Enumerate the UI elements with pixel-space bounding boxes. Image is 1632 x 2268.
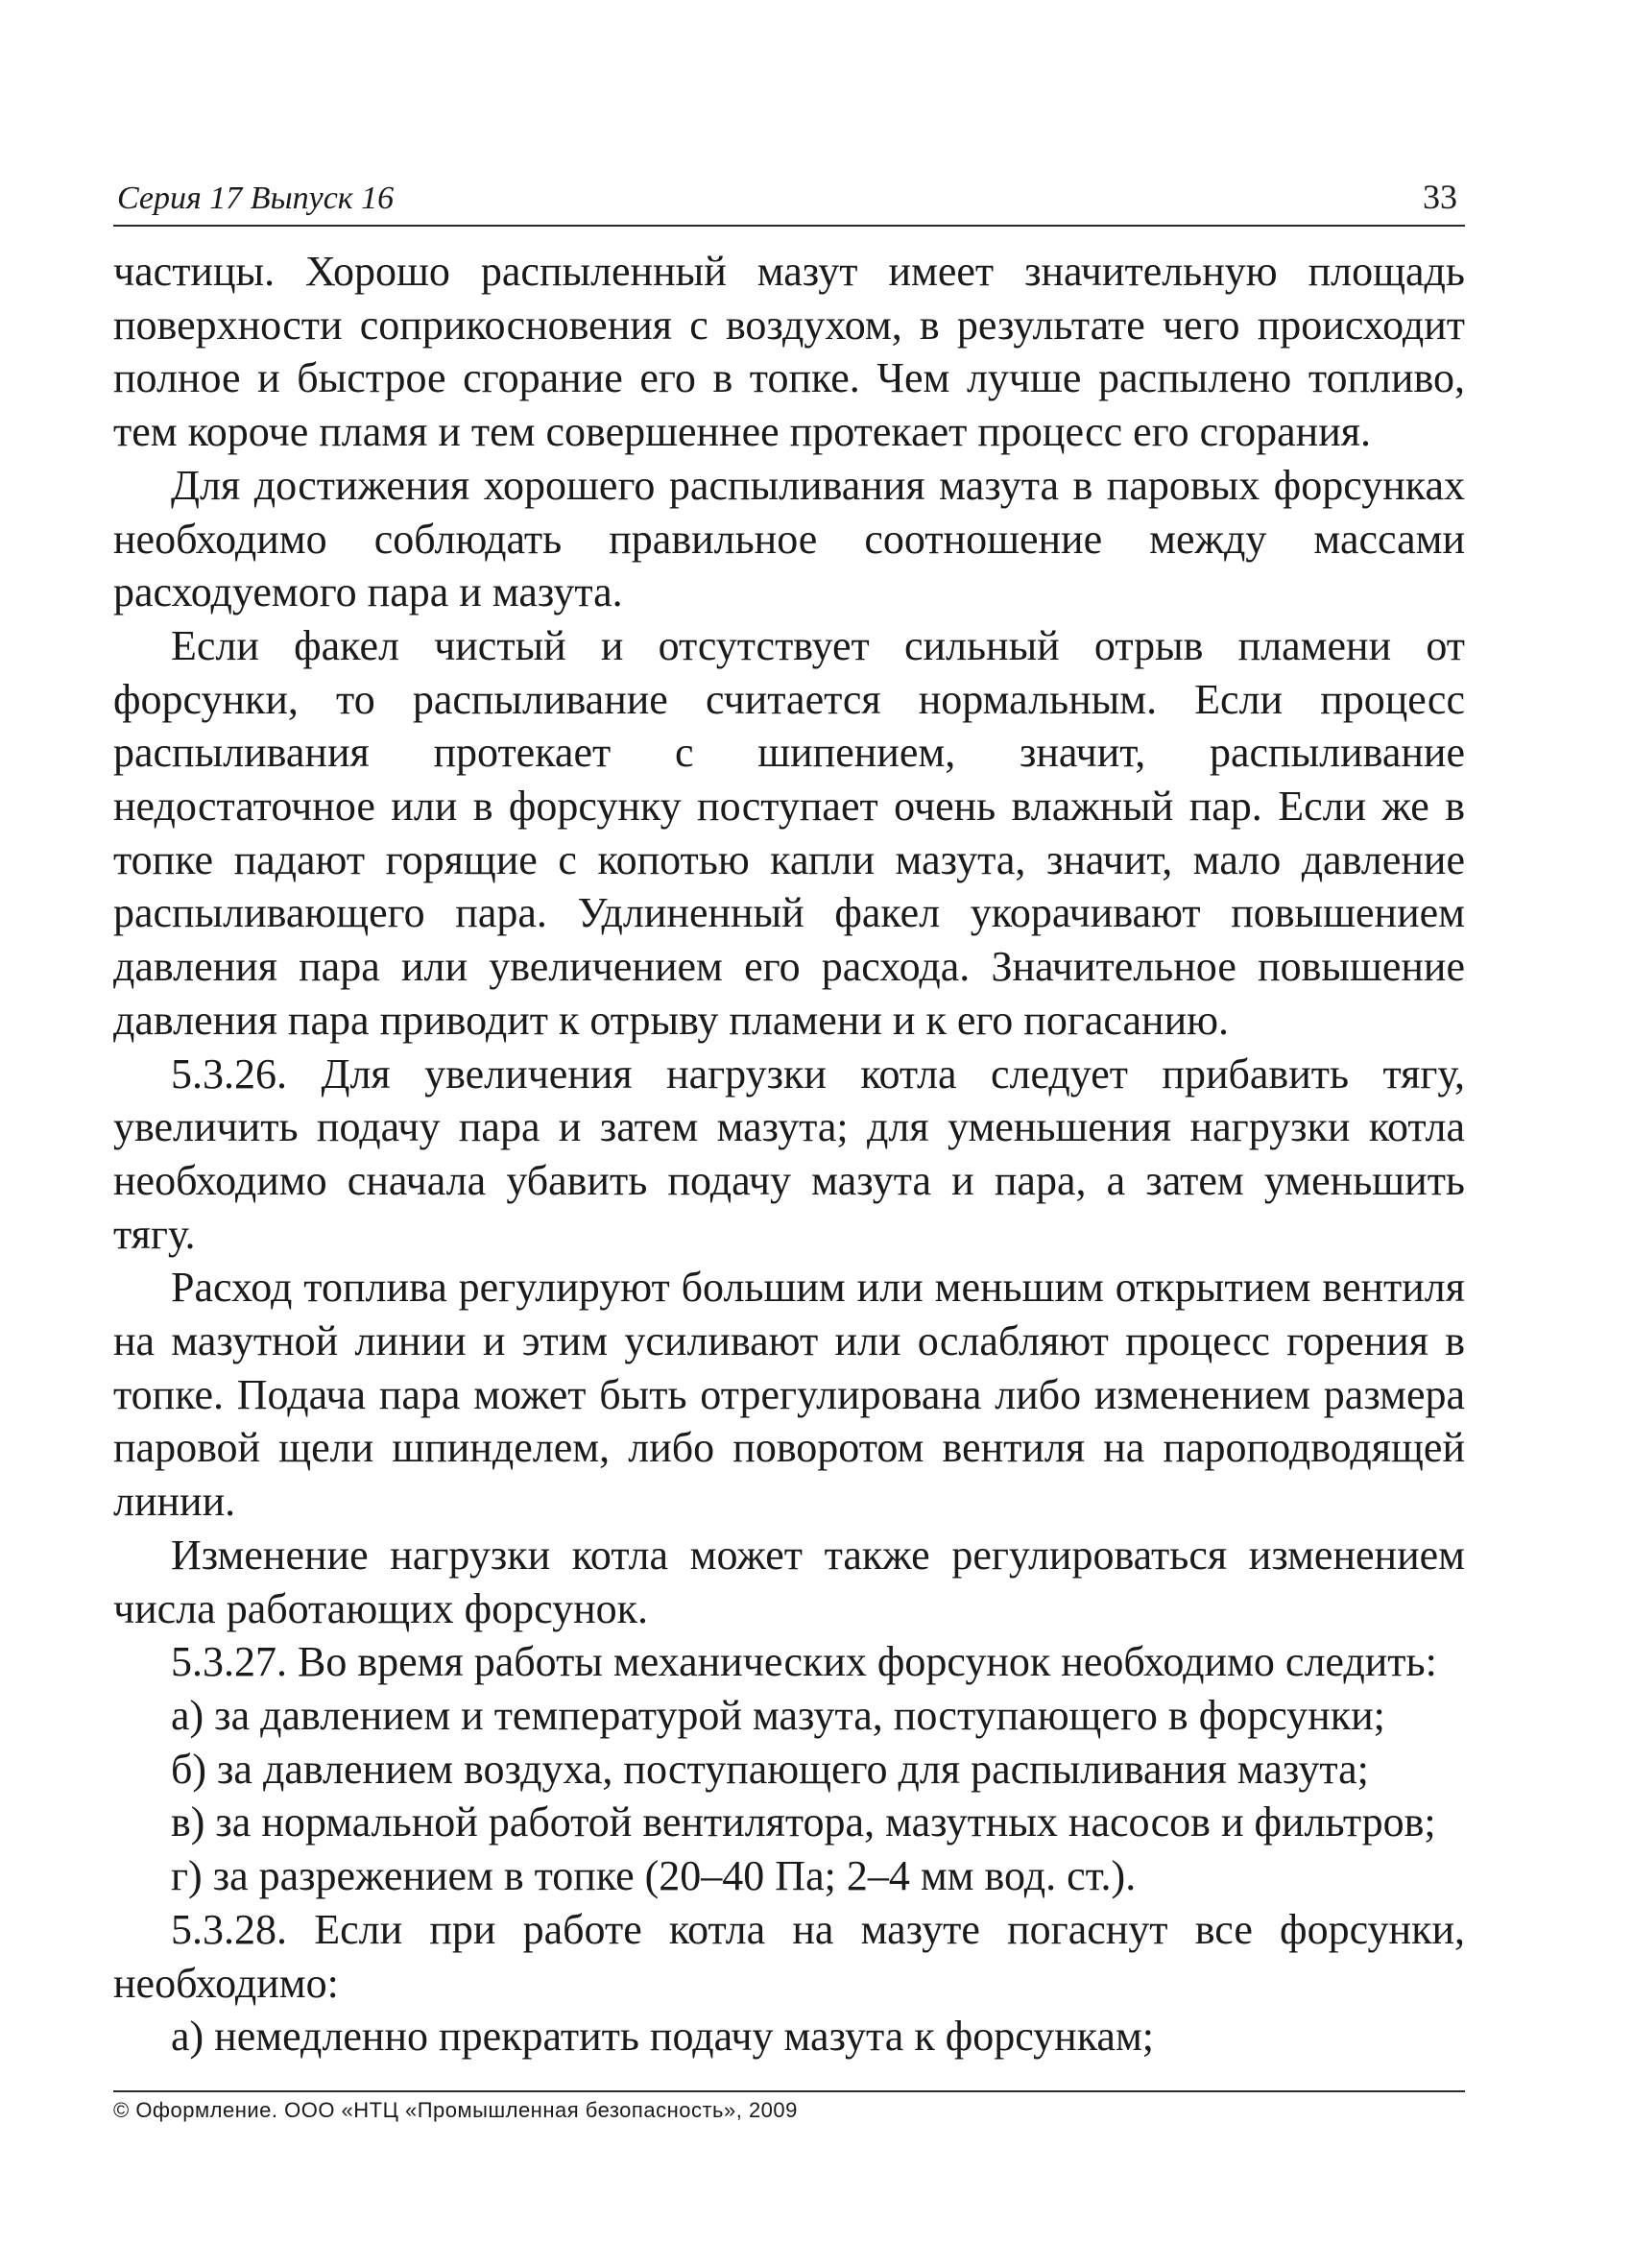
list-item: б) за давлением воздуха, поступающего для распыливания мазута; xyxy=(171,1745,1369,1793)
paragraph: Если факел чистый и отсутствует сильный отрыв пламени от форсунки, то распыливание считается нормальным. Если процесс распыливания протекает с шипением, значит, распыливание недостаточное или в форсунку поступает очень влажный пар. Если же в топке падают горящие с копотью капли мазута, значит, мало давление распыливающего пара. Удлиненный факел укорачивают повышением давления пара или увеличением его расхода. Значительное повышение давления пара приводит к отрыву пламени и к его погасанию. xyxy=(113,621,1465,1044)
paragraph: Для достижения хорошего распыливания мазута в паровых форсунках необходимо соблюдать правильное соотношение между массами расходуемого пара и мазута. xyxy=(113,461,1465,616)
page-footer xyxy=(113,2090,1465,2123)
paragraph: Расход топлива регулируют большим или меньшим открытием вентиля на мазутной линии и этим усиливают или ослабляют процесс горения в топке. Подача пара может быть отрегулирована либо изменением размера паровой щели шпинделем, либо поворотом вентиля на пароподводящей линии. xyxy=(113,1264,1465,1526)
list-item: а) за давлением и температурой мазута, поступающего в форсунки; xyxy=(171,1691,1385,1739)
paragraph: 5.3.27. Во время работы механических форсунок необходимо следить: xyxy=(171,1638,1437,1686)
paragraph: 5.3.26. Для увеличения нагрузки котла следует прибавить тягу, увеличить подачу пара и затем мазута; для уменьшения нагрузки котла необходимо сначала убавить подачу мазута и пара, а затем уменьшить тягу. xyxy=(113,1050,1465,1258)
page-number: 33 xyxy=(1423,178,1457,216)
list-item: в) за нормальной работой вентилятора, мазутных насосов и фильтров; xyxy=(171,1798,1436,1846)
list-item: г) за разрежением в топке (20–40 Па; 2–4 мм вод. ст.). xyxy=(171,1852,1137,1900)
paragraph: 5.3.28. Если при работе котла на мазуте погаснут все форсунки, необходимо: xyxy=(113,1905,1465,2007)
page-header xyxy=(113,179,1465,227)
list-item: а) немедленно прекратить подачу мазута к форсункам; xyxy=(171,2013,1155,2061)
paragraph: частицы. Хорошо распыленный мазут имеет значительную площадь поверхности соприкосновения с воздухом, в результате чего происходит полное и быстрое сгорание его в топке. Чем лучше распылено топливо, тем короче пламя и тем совершеннее протекает процесс его сгорания. xyxy=(113,248,1465,456)
body-text xyxy=(113,245,1465,2063)
copyright-notice: © Оформление. ООО «НТЦ «Промышленная безопасность», 2009 xyxy=(113,2098,798,2122)
running-title: Серия 17 Выпуск 16 xyxy=(117,181,395,216)
paragraph: Изменение нагрузки котла может также регулироваться изменением числа работающих форсунок. xyxy=(113,1531,1465,1632)
